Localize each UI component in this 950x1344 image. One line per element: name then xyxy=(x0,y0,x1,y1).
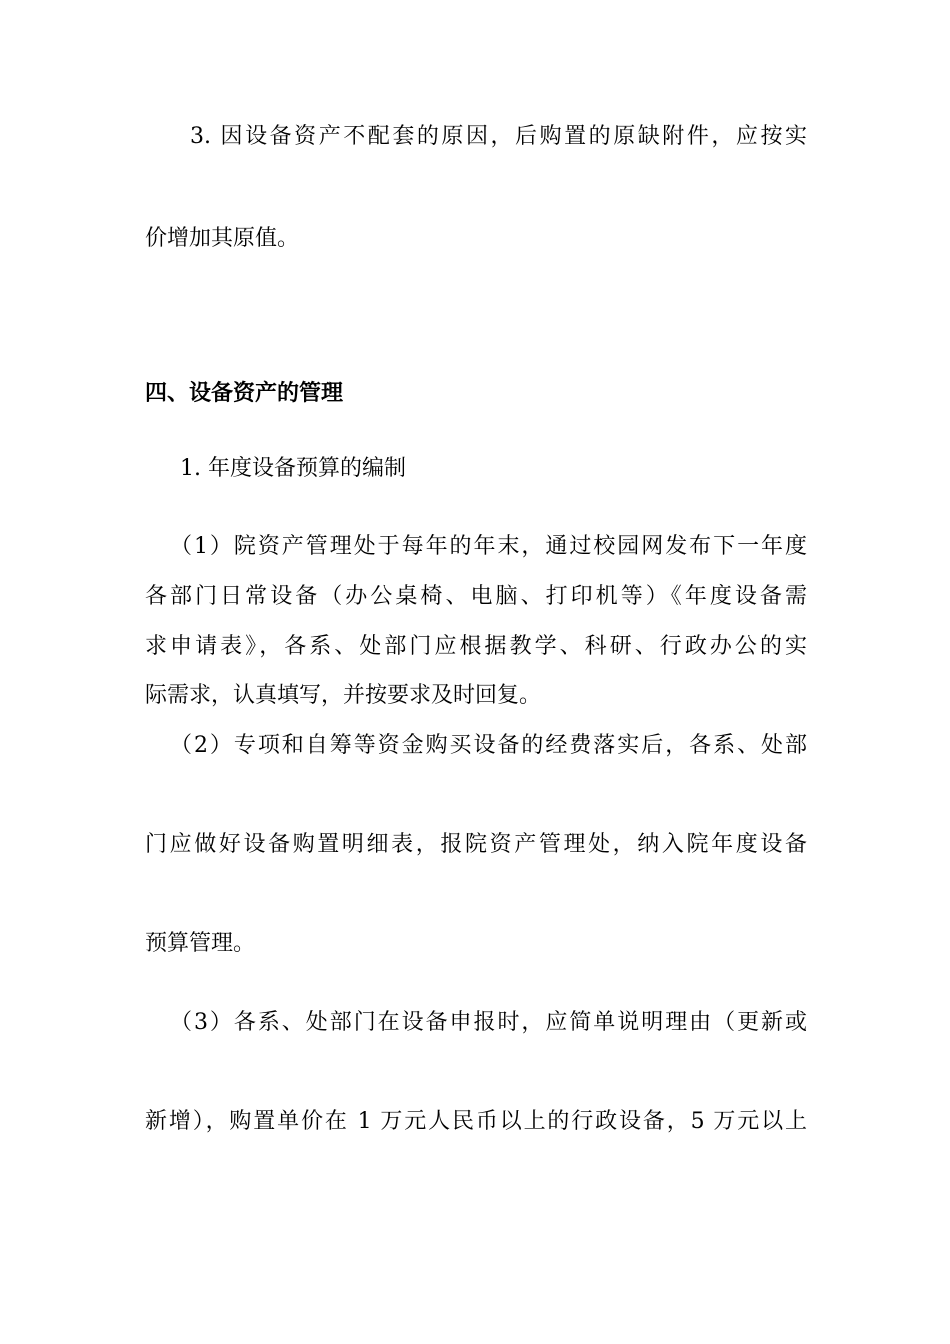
item-2-line-3: 预算管理。 xyxy=(145,931,256,956)
item-1-line-4: 际需求，认真填写，并按要求及时回复。 xyxy=(145,683,542,708)
paragraph-3-line-2: 价增加其原值。 xyxy=(145,226,300,251)
item-1-line-1: （1）院资产管理处于每年的年末，通过校园网发布下一年度 xyxy=(170,534,807,559)
subheading-budget: 1. 年度设备预算的编制 xyxy=(180,456,406,481)
item-1-line-3: 求申请表》，各系、处部门应根据教学、科研、行政办公的实 xyxy=(145,634,807,659)
item-3-line-1: （3）各系、处部门在设备申报时，应简单说明理由（更新或 xyxy=(170,1010,807,1035)
item-2-line-1: （2）专项和自筹等资金购买设备的经费落实后，各系、处部 xyxy=(170,733,807,758)
item-2-line-2: 门应做好设备购置明细表，报院资产管理处，纳入院年度设备 xyxy=(145,832,807,857)
paragraph-3-line-1: 3. 因设备资产不配套的原因，后购置的原缺附件，应按实 xyxy=(190,124,807,149)
section-heading: 四、设备资产的管理 xyxy=(145,380,344,406)
item-1-line-2: 各部门日常设备（办公桌椅、电脑、打印机等）《年度设备需 xyxy=(145,584,807,609)
item-3-line-2: 新增），购置单价在 1 万元人民币以上的行政设备，5 万元以上 xyxy=(145,1109,807,1134)
